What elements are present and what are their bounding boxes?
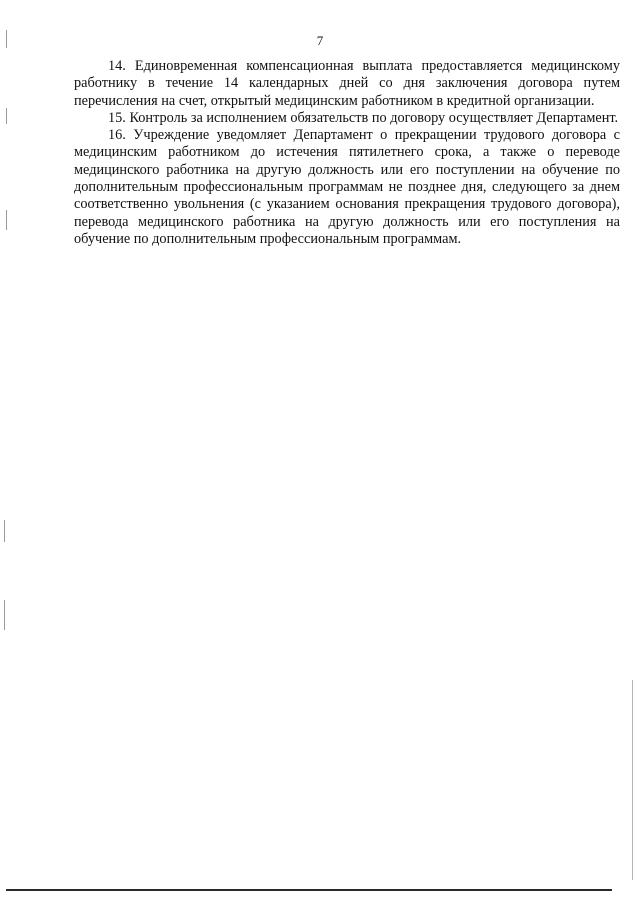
- scan-edge-mark: [4, 600, 5, 630]
- scan-edge-mark: [632, 680, 633, 880]
- scan-edge-mark: [6, 210, 7, 230]
- scan-bottom-edge: [6, 889, 612, 891]
- page-number: 7: [316, 33, 324, 48]
- scan-edge-mark: [6, 30, 7, 48]
- paragraph-14: 14. Единовременная компенсационная выплата предоставляется медицинскому работнику в течение 14 календарных дней со дня заключения договора путем перечисления на счет, открытый медицинским работником в кредитной организации.: [74, 58, 620, 109]
- document-body: [74, 58, 620, 248]
- scan-edge-mark: [4, 520, 5, 542]
- scan-edge-mark: [6, 108, 7, 124]
- paragraph-16: 16. Учреждение уведомляет Департамент о прекращении трудового договора с медицинским работником до истечения пятилетнего срока, а также о переводе медицинского работника на другую должность или его поступлении на обучение по дополнительным профессиональным программам не позднее дня, следующего за днем соответственно увольнения (с указанием основания прекращения трудового договора), перевода медицинского работника на другую должность или его поступления на обучение по дополнительным профессиональным программам.: [74, 127, 620, 247]
- paragraph-15: 15. Контроль за исполнением обязательств по договору осуществляет Департамент.: [108, 109, 619, 126]
